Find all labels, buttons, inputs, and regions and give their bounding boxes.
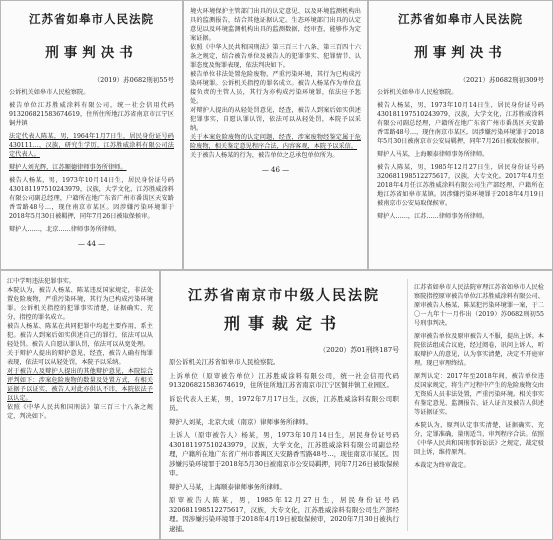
body-paragraph: 辩护人刘某，北京大成（南京）律师事务所律师。 — [169, 417, 312, 426]
body-paragraph: 依照《中华人民共和国刑法》第三百三十八条之规定，判决如下。 — [7, 404, 153, 420]
body-paragraph: 被告人杨某，男，1973年10月14日生，居民身份证号码430181197510243979，汉族，大学文化，江苏胜威涂料有限公司副总经理，户籍所在地广东省广州市番禺区天安路香雪路48号…，现住南京市某区。因涉嫌污染环境罪于2018年5月30日被羁押，同年7月26日被取保候审。 — [9, 177, 174, 220]
ruling-columns — [169, 279, 544, 531]
body-paragraph: 本院认为，原判认定事实清楚，证据确实、充分，定罪准确，量刑适当，审判程序合法。依照《中华人民共和国刑事诉讼法》之规定，裁定驳回上诉，维持原判。 — [414, 422, 544, 456]
case-number: （2019）苏0682刑初55号 — [93, 76, 174, 84]
body-paragraph: 本院认为，被告人杨某、陈某违反国家规定，非法处置危险废物，严重污染环境，其行为已构成污染环境罪。公诉机关指控的犯罪事实清楚，证据确实、充分，指控的罪名成立。 — [7, 287, 153, 321]
body-paragraph: 关于本案危险废物的认定问题，经查，涉案废物经鉴定属于危险废物，相关鉴定意见程序合法，内容客观，本院予以采信。 — [190, 134, 361, 150]
body-paragraph: 被告人陈某，男，1985年12月27日生，居民身份证号码320681198512275617，汉族，大专文化。2017年4月至2018年4月任江苏胜威涂料有限公司生产部经理，户籍所在地江苏省如皋市某镇。因涉嫌污染环境罪于2018年4月19日被南京市公安局取保候审。 — [377, 164, 544, 207]
judgment-page-2019 — [0, 0, 183, 270]
body-paragraph: 上诉人（原审被告人）杨某，男，1973年10月14日生，居民身份证号码430181197510243979，汉族，大学文化，江苏胜威涂料有限公司副总经理，户籍所在地广东省广州市番禺区天安路香雪路48号…，现住南京市某区。因涉嫌污染环境罪于2018年5月30日被南京市公安局羁押，同年7月26日被取保候审。 — [169, 431, 399, 477]
body-paragraph: 原公诉机关江苏省如皋市人民检察院。 — [169, 358, 280, 366]
body-paragraph: 被告单位江苏胜威涂料有限公司，统一社会信用代码913206821583674619，住所住所地江苏省南京市江宁区铜井镇 — [9, 102, 174, 127]
body-paragraph: 依照《中华人民共和国刑法》第三百三十八条、第三百四十六条之规定，结合被告单位及被告人的犯罪事实、犯罪情节、认罪态度及悔罪表现，依法判决如下。 — [190, 44, 361, 69]
court-name: 江苏省如皋市人民法院 — [398, 12, 523, 26]
body-paragraph: 被告单位非法处置危险废物，严重污染环境，其行为已构成污染环境罪。公诉机关指控的罪名成立。被告人杨某作为单位直接负责的主管人员，其行为亦构成污染环境罪，依法应予惩处。 — [190, 71, 361, 105]
body-paragraph: 辩护人刘光辉，江苏顺德律师事务所律师。 — [9, 164, 127, 171]
body-paragraph: 公诉机关如皋市人民检察院。 — [377, 89, 458, 96]
body-paragraph: 对于被告人及辩护人提出的其他辩护意见，本院综合评判如下：涉案危险废物的数量及处置方式，有相关证据予以证实，被告人对此亦供认不讳，本院依法予以认定。 — [7, 368, 153, 402]
ruling-page-2020 — [160, 270, 553, 540]
body-paragraph: 本裁定为终审裁定。 — [414, 462, 470, 469]
body-paragraph: 辩护人马某，上海顺泰律师事务所律师。 — [377, 151, 489, 158]
page-number: — 46 — — [261, 166, 290, 174]
body-paragraph: 境火环境保护主管部门出具的认定意见、以及环境监测机构出具的监测报告，结合其他证据认定。生态环境部门出具的认定意见以及环境监测机构出具的监测数据，经审查，能够作为定案证据。 — [190, 8, 361, 42]
body-paragraph: 辩护人……，北京……律师事务所律师。 — [9, 226, 121, 233]
case-number: （2020）苏01刑终187号 — [319, 346, 399, 354]
body-paragraph: 诉讼代表人王某，男，1972年7月17日生，汉族，江苏胜威涂料有限公司职员。 — [169, 394, 399, 412]
body-paragraph: 辩护人……，江苏……律师事务所律师。 — [377, 213, 489, 220]
body-paragraph: 关于被告人杨某的行为，被告单位之总承包单位所为。 — [190, 152, 339, 159]
court-name: 江苏省如皋市人民法院 — [29, 12, 154, 26]
body-paragraph: 上诉单位（原审被告单位）江苏胜威涂料有限公司，统一社会信用代码913206821583674619，住所住所地江苏省南京市江宁区铜井镇工业园区。 — [169, 371, 399, 389]
body-paragraph: 原审被告人陈某，男，1985年12月27日生，居民身份证号码320681198512275617，汉族，大专文化，江苏胜威涂料有限公司生产部经理。因涉嫌污染环境罪于2018年4月19日被取保候审，2020年7月30日被执行逮捕。 — [169, 496, 399, 533]
case-number: （2021）苏0682刑初309号 — [459, 76, 544, 84]
court-name: 江苏省南京市中级人民法院 — [188, 288, 380, 304]
body-paragraph: 原判认定：2017年至2018年间，被告单位违反国家规定，将生产过程中产生的危险废物交由无资质人员非法处置，严重污染环境。相关事实有鉴定意见、监测报告、证人证言及被告人供述等证据证实。 — [414, 373, 544, 416]
page-number: — 44 — — [77, 240, 106, 248]
ruling-left-column — [169, 279, 399, 531]
document-type-title: 刑事判决书 — [45, 45, 138, 61]
body-paragraph: 公诉机关如皋市人民检察院。 — [9, 89, 90, 96]
judgment-page-2021 — [368, 0, 553, 270]
body-paragraph: 辩护人马某，上海顺泰律师事务所律师。 — [169, 482, 286, 491]
judgment-reasoning-page — [0, 270, 160, 540]
judgment-continuation-page — [183, 0, 368, 270]
body-paragraph: 原审被告单位及原审被告人不服，提出上诉。本院依法组成合议庭，经过阅卷，讯问上诉人，听取辩护人的意见，认为事实清楚，决定不开庭审理。现已审理终结。 — [414, 333, 544, 367]
ruling-right-column — [407, 279, 544, 531]
body-paragraph: 对辩护人提出的从轻处罚意见，经查，被告人到案后如实供述犯罪事实，自愿认罪认罚，依法可以从轻处罚，本院予以采纳。 — [190, 107, 361, 132]
document-type-title: 刑事裁定书 — [223, 314, 344, 333]
body-paragraph: 被告人杨某，男，1973年10月14日生，居民身份证号码430181197510243979，汉族，大学文化，江苏胜威涂料有限公司副总经理，户籍所在地广东省广州市番禺区天安路香雪路48号…，现住南京市某区。因涉嫌污染环境罪于2018年5月30日被南京市公安局羁押，同年7月26日被取保候审。 — [377, 102, 544, 145]
body-paragraph: 被告人杨某、陈某在共同犯罪中均起主要作用，系主犯。被告人到案后如实供述自己的罪行，依法可以从轻处罚。被告人自愿认罪认罚，依法可以从宽处理。 — [7, 323, 153, 348]
body-paragraph: 江苏省如皋市人民法院审理江苏省如皋市人民检察院指控原审被告单位江苏胜威涂料有限公司、原审被告人杨某、陈某犯污染环境罪一案，于二〇一九年十一月作出（2019）苏0682刑初55号刑事判决。 — [414, 284, 544, 327]
document-type-title: 刑事判决书 — [414, 45, 507, 61]
body-paragraph: 关于辩护人提出的辩护意见，经查，被告人确有悔罪表现，依法可以从轻处罚，本院予以采纳。 — [7, 350, 153, 366]
body-paragraph: 江中学明违法犯罪事实。 — [7, 278, 76, 285]
body-paragraph: 法定代表人陈某，男，1964年1月7日生，居民身份证号码430111…，汉族，研究生学历，江苏胜威涂料有限公司法定代表人。 — [9, 133, 174, 158]
